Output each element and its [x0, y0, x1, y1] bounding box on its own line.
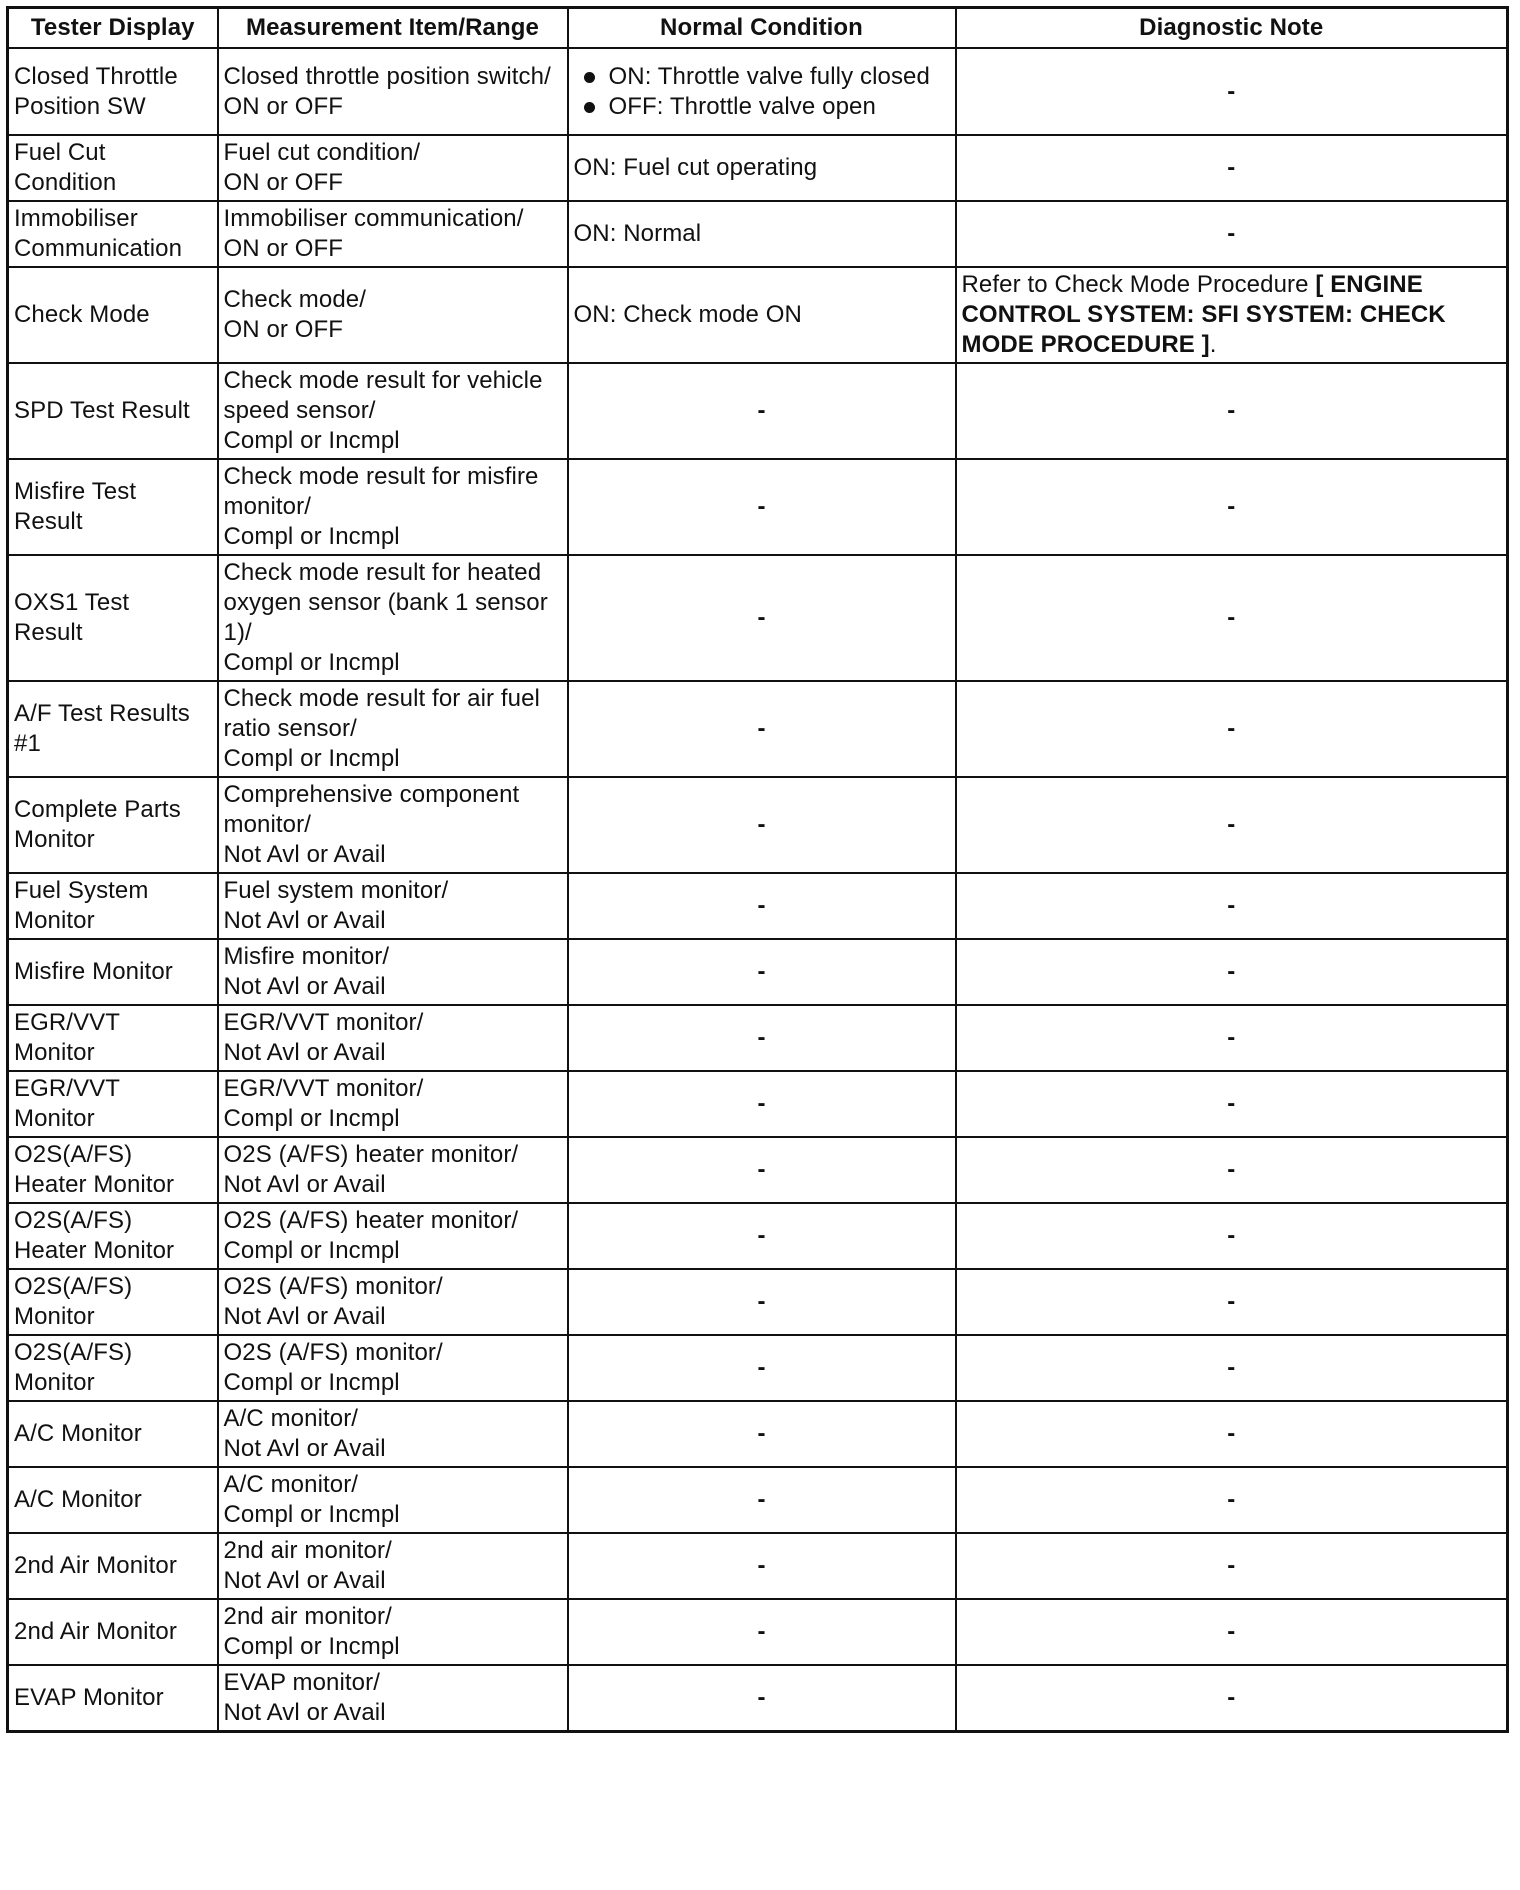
data-list-table	[6, 6, 1509, 1733]
procedure-reference-link[interactable]: [ ENGINE CONTROL SYSTEM: SFI SYSTEM: CHECK MODE PROCEDURE ]	[961, 271, 1446, 358]
cell-tester-display: EGR/VVT Monitor	[8, 1071, 218, 1137]
cell-normal-condition: -	[568, 1269, 956, 1335]
cell-tester-display: O2S(A/FS) Heater Monitor	[8, 1203, 218, 1269]
cell-tester-display: EVAP Monitor	[8, 1665, 218, 1732]
cell-diagnostic-note: -	[956, 1269, 1508, 1335]
note-period: .	[1209, 331, 1217, 358]
cell-measurement: O2S (A/FS) heater monitor/ Not Avl or Avail	[218, 1137, 568, 1203]
cell-measurement: O2S (A/FS) heater monitor/ Compl or Incmpl	[218, 1203, 568, 1269]
table-header	[8, 8, 1508, 49]
cell-normal-condition: -	[568, 681, 956, 777]
cell-normal-condition: -	[568, 777, 956, 873]
cell-tester-display: A/C Monitor	[8, 1467, 218, 1533]
cell-tester-display: A/F Test Results #1	[8, 681, 218, 777]
cell-diagnostic-note: -	[956, 201, 1508, 267]
table-row	[8, 1599, 1508, 1665]
cell-normal-condition: -	[568, 1203, 956, 1269]
cell-diagnostic-note: -	[956, 459, 1508, 555]
cell-measurement: Immobiliser communication/ ON or OFF	[218, 201, 568, 267]
table-row	[8, 1533, 1508, 1599]
cell-tester-display: O2S(A/FS) Monitor	[8, 1335, 218, 1401]
cell-tester-display: 2nd Air Monitor	[8, 1599, 218, 1665]
cell-normal-condition: -	[568, 459, 956, 555]
cell-normal-condition: ON: Check mode ON	[568, 267, 956, 363]
cell-diagnostic-note: -	[956, 681, 1508, 777]
cell-normal-condition: -	[568, 1665, 956, 1732]
cell-diagnostic-note: -	[956, 1533, 1508, 1599]
cell-diagnostic-note: -	[956, 1599, 1508, 1665]
cell-tester-display: Fuel Cut Condition	[8, 135, 218, 201]
cell-normal-condition: -	[568, 363, 956, 459]
cell-tester-display: O2S(A/FS) Heater Monitor	[8, 1137, 218, 1203]
cell-measurement: O2S (A/FS) monitor/ Compl or Incmpl	[218, 1335, 568, 1401]
cell-normal-condition: -	[568, 1137, 956, 1203]
note-text: Refer to Check Mode Procedure	[961, 271, 1316, 298]
cell-tester-display: Fuel System Monitor	[8, 873, 218, 939]
cell-tester-display: O2S(A/FS) Monitor	[8, 1269, 218, 1335]
cell-normal-condition: -	[568, 1467, 956, 1533]
cell-measurement: Check mode result for vehicle speed sensor/ Compl or Incmpl	[218, 363, 568, 459]
cell-tester-display: Immobiliser Communication	[8, 201, 218, 267]
cell-measurement: EGR/VVT monitor/ Compl or Incmpl	[218, 1071, 568, 1137]
cell-normal-condition: -	[568, 873, 956, 939]
normal-condition-list	[574, 62, 950, 122]
cell-diagnostic-note: -	[956, 1005, 1508, 1071]
cell-normal-condition: ON: Fuel cut operating	[568, 135, 956, 201]
header-diagnostic-note: Diagnostic Note	[956, 8, 1508, 49]
cell-normal-condition	[568, 48, 956, 135]
table-row	[8, 1467, 1508, 1533]
table-row	[8, 1071, 1508, 1137]
cell-tester-display: Complete Parts Monitor	[8, 777, 218, 873]
cell-diagnostic-note: -	[956, 1335, 1508, 1401]
list-item: ON: Throttle valve fully closed	[574, 62, 950, 92]
table-row	[8, 459, 1508, 555]
cell-diagnostic-note: -	[956, 48, 1508, 135]
cell-measurement: EGR/VVT monitor/ Not Avl or Avail	[218, 1005, 568, 1071]
table-body	[8, 48, 1508, 1732]
table-row	[8, 135, 1508, 201]
cell-normal-condition: -	[568, 1335, 956, 1401]
cell-diagnostic-note: -	[956, 1071, 1508, 1137]
header-measurement-item: Measurement Item/Range	[218, 8, 568, 49]
cell-diagnostic-note: -	[956, 1467, 1508, 1533]
table-row	[8, 363, 1508, 459]
cell-tester-display: EGR/VVT Monitor	[8, 1005, 218, 1071]
cell-diagnostic-note: -	[956, 777, 1508, 873]
cell-normal-condition: -	[568, 1005, 956, 1071]
cell-normal-condition: -	[568, 1533, 956, 1599]
cell-diagnostic-note: -	[956, 1665, 1508, 1732]
cell-measurement: O2S (A/FS) monitor/ Not Avl or Avail	[218, 1269, 568, 1335]
table-row	[8, 1401, 1508, 1467]
cell-tester-display: 2nd Air Monitor	[8, 1533, 218, 1599]
table-row	[8, 267, 1508, 363]
cell-tester-display: Misfire Monitor	[8, 939, 218, 1005]
cell-tester-display: A/C Monitor	[8, 1401, 218, 1467]
cell-tester-display: Misfire Test Result	[8, 459, 218, 555]
list-item: OFF: Throttle valve open	[574, 92, 950, 122]
cell-normal-condition: -	[568, 1401, 956, 1467]
cell-tester-display: SPD Test Result	[8, 363, 218, 459]
cell-measurement: Fuel system monitor/ Not Avl or Avail	[218, 873, 568, 939]
header-tester-display: Tester Display	[8, 8, 218, 49]
cell-measurement: 2nd air monitor/ Not Avl or Avail	[218, 1533, 568, 1599]
table-row	[8, 873, 1508, 939]
table-row	[8, 48, 1508, 135]
cell-diagnostic-note: -	[956, 1137, 1508, 1203]
table-row	[8, 201, 1508, 267]
cell-diagnostic-note: -	[956, 1401, 1508, 1467]
cell-diagnostic-note	[956, 267, 1508, 363]
table-row	[8, 1137, 1508, 1203]
cell-normal-condition: ON: Normal	[568, 201, 956, 267]
cell-measurement: Check mode/ ON or OFF	[218, 267, 568, 363]
cell-tester-display: Check Mode	[8, 267, 218, 363]
cell-tester-display: OXS1 Test Result	[8, 555, 218, 681]
table-row	[8, 1665, 1508, 1732]
table-row	[8, 555, 1508, 681]
cell-diagnostic-note: -	[956, 1203, 1508, 1269]
cell-normal-condition: -	[568, 939, 956, 1005]
cell-measurement: Misfire monitor/ Not Avl or Avail	[218, 939, 568, 1005]
cell-measurement: A/C monitor/ Not Avl or Avail	[218, 1401, 568, 1467]
cell-diagnostic-note: -	[956, 939, 1508, 1005]
cell-diagnostic-note: -	[956, 555, 1508, 681]
table-row	[8, 1203, 1508, 1269]
header-normal-condition: Normal Condition	[568, 8, 956, 49]
header-row	[8, 8, 1508, 49]
cell-diagnostic-note: -	[956, 135, 1508, 201]
cell-measurement: Fuel cut condition/ ON or OFF	[218, 135, 568, 201]
cell-measurement: Check mode result for heated oxygen sensor (bank 1 sensor 1)/ Compl or Incmpl	[218, 555, 568, 681]
cell-measurement: Comprehensive component monitor/ Not Avl or Avail	[218, 777, 568, 873]
cell-measurement: EVAP monitor/ Not Avl or Avail	[218, 1665, 568, 1732]
cell-normal-condition: -	[568, 555, 956, 681]
table-row	[8, 777, 1508, 873]
table-row	[8, 681, 1508, 777]
cell-normal-condition: -	[568, 1071, 956, 1137]
table-row	[8, 939, 1508, 1005]
cell-tester-display: Closed Throttle Position SW	[8, 48, 218, 135]
table-row	[8, 1005, 1508, 1071]
cell-measurement: Check mode result for misfire monitor/ Compl or Incmpl	[218, 459, 568, 555]
cell-diagnostic-note: -	[956, 363, 1508, 459]
cell-measurement: Closed throttle position switch/ ON or OFF	[218, 48, 568, 135]
cell-normal-condition: -	[568, 1599, 956, 1665]
cell-measurement: Check mode result for air fuel ratio sensor/ Compl or Incmpl	[218, 681, 568, 777]
cell-measurement: A/C monitor/ Compl or Incmpl	[218, 1467, 568, 1533]
table-row	[8, 1335, 1508, 1401]
cell-measurement: 2nd air monitor/ Compl or Incmpl	[218, 1599, 568, 1665]
table-row	[8, 1269, 1508, 1335]
cell-diagnostic-note: -	[956, 873, 1508, 939]
